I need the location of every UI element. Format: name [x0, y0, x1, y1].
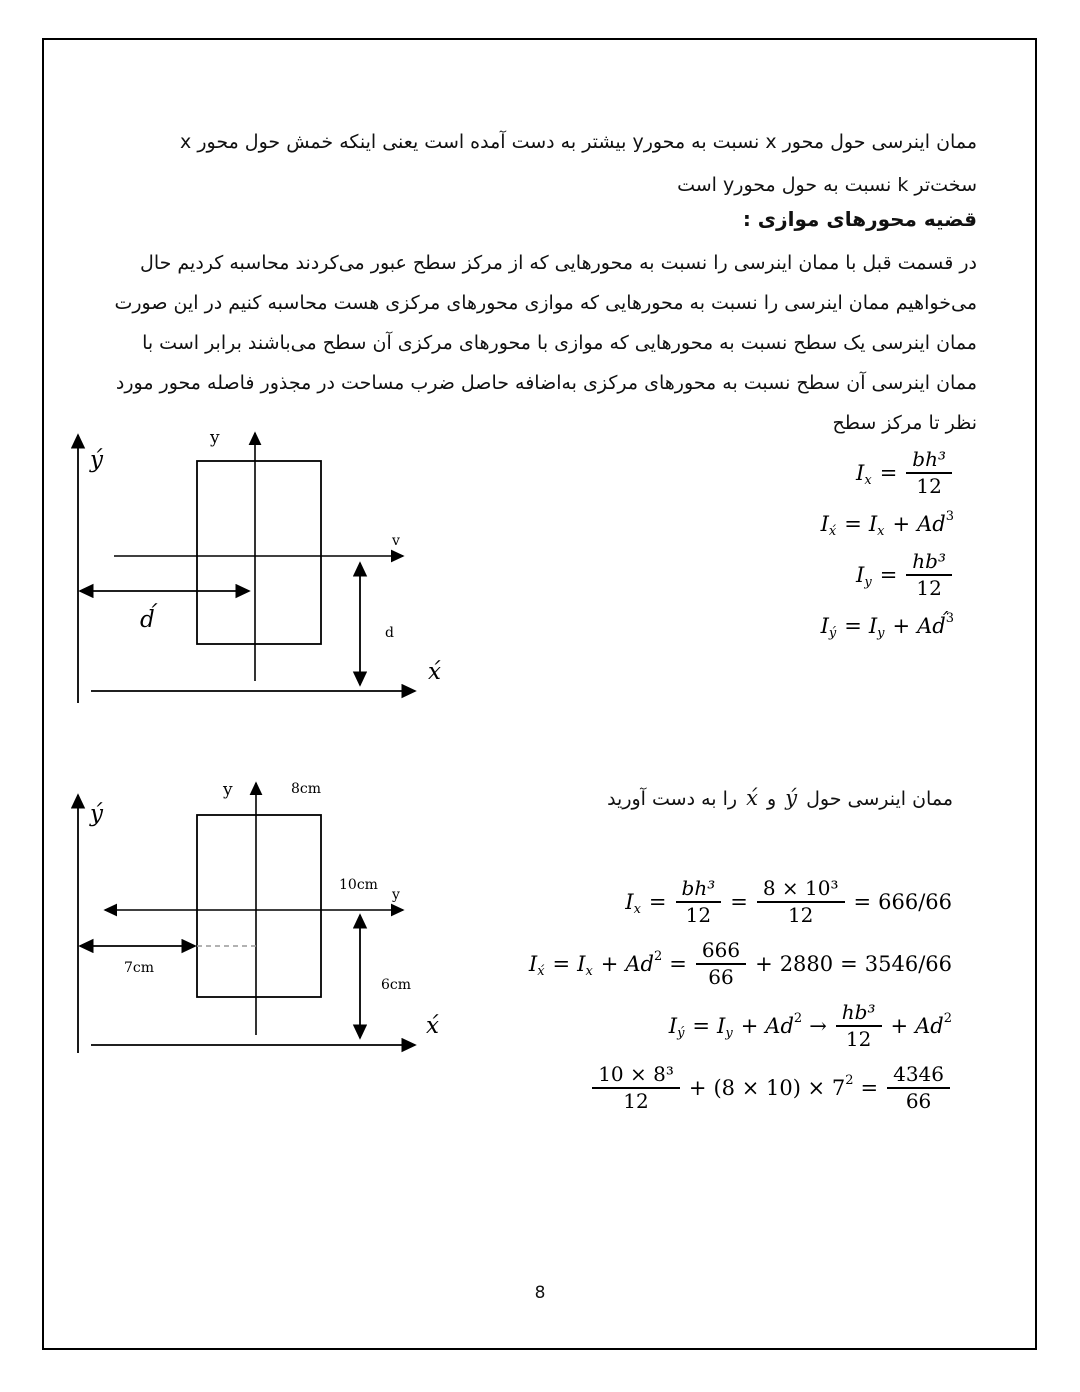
paragraph-line: در قسمت قبل با ممان اینرسی را نسبت به محورهایی که از مرکز سطح عبور می‌کردند محاسبه کردیم حال	[140, 252, 977, 274]
formula-iy-prime: I ý = I y + Ad́ 3	[820, 610, 954, 641]
x-prime-axis-label: x́	[428, 659, 441, 685]
formula-iy: I y = $\frac{\text{hb³}}{12}$	[856, 550, 954, 600]
formula-ix: I x = $\frac{\text{bh³}}{12}$	[856, 448, 954, 498]
body-paragraph	[66, 243, 977, 443]
section-rectangle	[197, 815, 321, 997]
width-dimension-label: 8cm	[291, 781, 322, 797]
y-prime-axis-label: ý	[90, 447, 103, 473]
section-heading: قضیه محورهای موازی :	[742, 207, 977, 231]
paragraph-line: نظر تا مرکز سطح	[832, 412, 977, 434]
centroid-x-axis-label: v	[392, 533, 400, 549]
paragraph-line: می‌خواهیم ممان اینرسی را نسبت به محورهایی که موازی محورهای مرکزی هست محاسبه کنیم در این صورت	[114, 292, 977, 314]
intro-line-1: ممان اینرسی حول محور x نسبت به محورy بیشتر به دست آمده است یعنی اینکه خمش حول محور x	[180, 131, 977, 153]
question-post: را به دست آورید	[607, 788, 744, 810]
right-dimension-label: 6cm	[381, 977, 412, 993]
question-text	[607, 786, 953, 810]
formula-iy-prime-rule: I ý = I y + Ad 2 → $\frac{\text{hb³}}{12}$ + Ad 2	[668, 1000, 952, 1051]
x-prime-variable: x́	[746, 786, 758, 810]
question-conjunction: و	[760, 788, 783, 810]
centroid-y-axis-label: y	[210, 428, 220, 448]
paragraph-line: ممان اینرسی یک سطح نسبت به محورهایی که موازی با محورهای مرکزی آن سطح می‌باشند برابر است با	[142, 332, 977, 354]
example-diagram	[58, 773, 488, 1068]
y-prime-variable: ý	[785, 786, 798, 810]
d-prime-label: d́	[140, 607, 155, 633]
y-prime-axis-label: ý	[90, 801, 103, 827]
section-rectangle	[197, 461, 321, 644]
formula-iy-prime-value: $\frac{\text{10 × 8³}}{12}$ + (8 × 10) × 7 2 = $\frac{4346}{66}$	[590, 1060, 952, 1116]
d-label: d	[385, 625, 394, 641]
centroid-x-axis-label: y	[392, 887, 400, 903]
formula-ix-prime: I x́ = I x + Ad 3	[820, 508, 954, 539]
parallel-axis-diagram	[58, 423, 488, 718]
intro-text	[80, 121, 977, 207]
formula-ix-prime-value: I x́ = I x + Ad 2 = $\frac{666}{66}$ + 2880 = 3546/66	[528, 938, 952, 989]
formula-block-example	[529, 874, 952, 1116]
page-number: 8	[534, 1283, 546, 1303]
left-dimension-label: 7cm	[124, 960, 155, 976]
question-pre: ممان اینرسی حول	[800, 788, 953, 810]
paragraph-line: ممان اینرسی آن سطح نسبت به محورهای مرکزی به‌اضافه حاصل ضرب مساحت در مجذور فاصله محور مورد	[115, 372, 977, 394]
formula-ix-value: I x = $\frac{\text{bh³}}{12}$ = $\frac{\text{8 × 10³}}{12}$ = 666/66	[625, 876, 952, 927]
x-prime-axis-label: x́	[426, 1013, 439, 1039]
intro-line-2: سخت‌تر k نسبت به حول محورy است	[677, 174, 977, 196]
formula-block-general	[820, 447, 954, 641]
centroid-y-axis-label: y	[223, 780, 233, 800]
height-dimension-label: 10cm	[339, 877, 378, 893]
